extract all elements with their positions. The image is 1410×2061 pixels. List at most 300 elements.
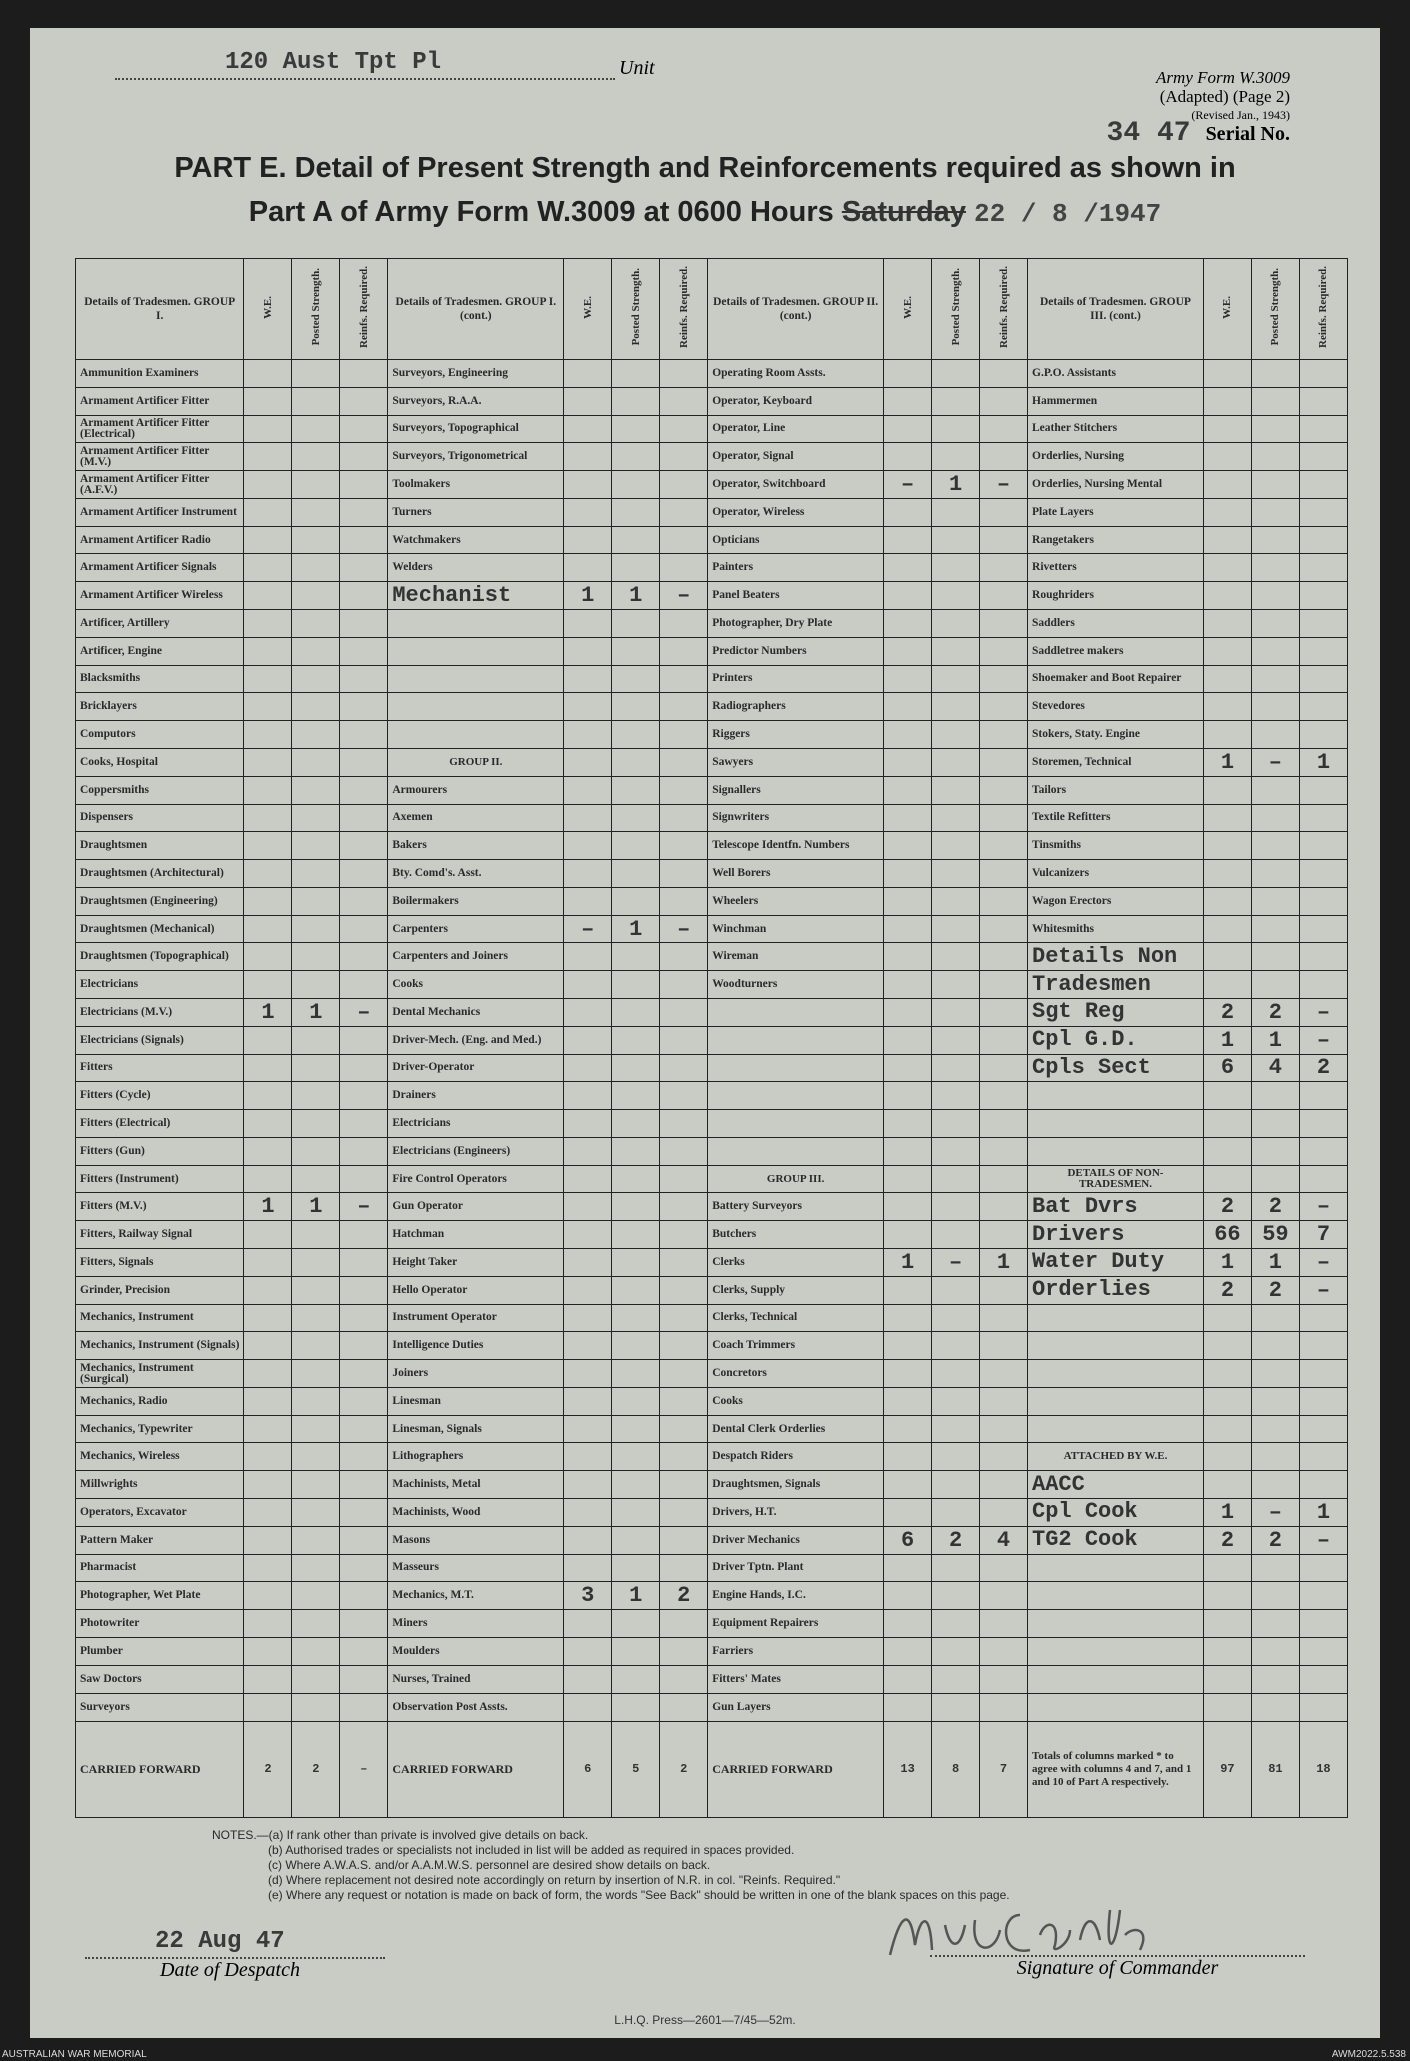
reinfs-cell: [340, 1249, 388, 1277]
posted-cell: [932, 1026, 980, 1054]
reinfs-cell: [340, 1082, 388, 1110]
trade-label: Intelligence Duties: [388, 1332, 564, 1360]
we-cell: [1203, 1110, 1251, 1138]
we-cell: [884, 637, 932, 665]
posted-cell: [292, 554, 340, 582]
posted-cell: 59: [1251, 1221, 1299, 1249]
we-cell: [1203, 1415, 1251, 1443]
reinfs-cell: [1299, 1304, 1347, 1332]
we-cell: [564, 832, 612, 860]
reinfs-cell: [980, 1165, 1028, 1193]
posted-cell: [1251, 554, 1299, 582]
serial-label: Serial No.: [1205, 123, 1290, 145]
posted-cell: [612, 610, 660, 638]
posted-cell: [1251, 1554, 1299, 1582]
we-cell: [1203, 582, 1251, 610]
reinfs-header: Reinfs. Required.: [980, 259, 1028, 360]
posted-cell: 2: [1251, 1276, 1299, 1304]
reinfs-cell: [340, 1026, 388, 1054]
we-cell: 66: [1203, 1221, 1251, 1249]
we-cell: [244, 1526, 292, 1554]
trade-label: Orderlies, Nursing Mental: [1028, 471, 1204, 499]
posted-cell: [292, 1637, 340, 1665]
posted-cell: [932, 1360, 980, 1388]
unit-label: Unit: [619, 57, 655, 79]
trade-label: Drivers: [1028, 1221, 1204, 1249]
posted-cell: [292, 610, 340, 638]
posted-cell: [292, 1471, 340, 1499]
reinfs-cell: [980, 1276, 1028, 1304]
trade-label: Machinists, Metal: [388, 1471, 564, 1499]
posted-cell: [292, 1499, 340, 1527]
we-cell: [564, 1526, 612, 1554]
posted-cell: [1251, 832, 1299, 860]
table-row: [76, 1526, 1348, 1554]
trade-label: Cooks, Hospital: [76, 748, 244, 776]
posted-cell: [292, 582, 340, 610]
table-row: [76, 1387, 1348, 1415]
we-cell: [1203, 1360, 1251, 1388]
reinfs-cell: –: [1299, 1249, 1347, 1277]
trade-label: AACC: [1028, 1471, 1204, 1499]
posted-cell: –: [1251, 1499, 1299, 1527]
posted-cell: [1251, 1110, 1299, 1138]
trade-label: Drivers, H.T.: [708, 1499, 884, 1527]
posted-cell: [1251, 582, 1299, 610]
we-cell: [564, 1387, 612, 1415]
reinfs-cell: [340, 1665, 388, 1693]
posted-cell: 1: [292, 1193, 340, 1221]
posted-cell: [932, 971, 980, 999]
we-cell: [564, 471, 612, 499]
total-posted: 81: [1251, 1722, 1299, 1818]
serial-value: 34 47: [1106, 118, 1191, 149]
trade-label: Armament Artificer Radio: [76, 526, 244, 554]
posted-cell: [932, 1304, 980, 1332]
reinfs-cell: [340, 1054, 388, 1082]
posted-cell: [612, 1276, 660, 1304]
trade-label: [1028, 1387, 1204, 1415]
group3-cont-header: Details of Tradesmen. GROUP III. (cont.): [1028, 259, 1204, 360]
trade-label: Driver Tptn. Plant: [708, 1554, 884, 1582]
trade-label: Electricians (Signals): [76, 1026, 244, 1054]
reinfs-cell: 4: [980, 1526, 1028, 1554]
title-date: 22 / 8 /1947: [974, 199, 1162, 229]
posted-cell: [932, 637, 980, 665]
we-cell: [1203, 526, 1251, 554]
reinfs-cell: [980, 582, 1028, 610]
trade-label: Millwrights: [76, 1471, 244, 1499]
trade-label: Armament Artificer Fitter (M.V.): [76, 443, 244, 471]
posted-cell: [612, 832, 660, 860]
title-prefix: Part A of Army Form W.3009 at 0600 Hours: [248, 196, 834, 228]
carried-forward-row: [76, 1722, 1348, 1818]
we-cell: [884, 1304, 932, 1332]
we-cell: [564, 1471, 612, 1499]
posted-cell: [932, 1610, 980, 1638]
we-cell: [244, 915, 292, 943]
we-cell: [564, 1165, 612, 1193]
reinfs-cell: [1299, 1610, 1347, 1638]
we-cell: [564, 1054, 612, 1082]
posted-cell: [932, 526, 980, 554]
posted-cell: [932, 1165, 980, 1193]
posted-cell: [612, 971, 660, 999]
posted-cell: [1251, 471, 1299, 499]
trade-label: Electricians: [388, 1110, 564, 1138]
totals-note: Totals of columns marked * to agree with columns 4 and 7, and 1 and 10 of Part A respectively.: [1028, 1722, 1204, 1818]
reinfs-cell: [660, 1249, 708, 1277]
trade-label: Welders: [388, 554, 564, 582]
reinfs-cell: [1299, 582, 1347, 610]
posted-cell: [1251, 804, 1299, 832]
reinfs-cell: –: [340, 998, 388, 1026]
we-cell: [244, 1332, 292, 1360]
we-cell: [244, 1249, 292, 1277]
trade-label: Masons: [388, 1526, 564, 1554]
table-row: [76, 610, 1348, 638]
trade-label: TG2 Cook: [1028, 1526, 1204, 1554]
reinfs-cell: [660, 998, 708, 1026]
posted-cell: [612, 1693, 660, 1722]
reinfs-cell: [980, 971, 1028, 999]
reinfs-cell: 2: [660, 1582, 708, 1610]
trade-label: Gun Layers: [708, 1693, 884, 1722]
reinfs-cell: [980, 1026, 1028, 1054]
reinfs-cell: [1299, 415, 1347, 443]
posted-cell: [292, 1415, 340, 1443]
we-cell: [244, 971, 292, 999]
reinfs-cell: [980, 526, 1028, 554]
table-row: [76, 832, 1348, 860]
reinfs-cell: [340, 721, 388, 749]
trade-label: Stokers, Staty. Engine: [1028, 721, 1204, 749]
we-cell: [884, 1387, 932, 1415]
reinfs-cell: [340, 748, 388, 776]
posted-cell: [932, 1054, 980, 1082]
reinfs-cell: [660, 387, 708, 415]
we-cell: [1203, 1582, 1251, 1610]
trade-label: Computors: [76, 721, 244, 749]
posted-cell: –: [932, 1249, 980, 1277]
trade-label: Armament Artificer Signals: [76, 554, 244, 582]
trade-label: ATTACHED BY W.E.: [1028, 1443, 1204, 1471]
trade-label: Mechanics, M.T.: [388, 1582, 564, 1610]
posted-cell: [932, 1110, 980, 1138]
we-cell: [244, 1276, 292, 1304]
we-cell: [1203, 554, 1251, 582]
reinfs-cell: [660, 971, 708, 999]
we-cell: [1203, 1165, 1251, 1193]
posted-cell: [1251, 610, 1299, 638]
cf-g2-posted: 5: [612, 1722, 660, 1818]
trade-label: Painters: [708, 554, 884, 582]
reinfs-cell: [660, 721, 708, 749]
we-cell: [564, 665, 612, 693]
posted-cell: [1251, 443, 1299, 471]
reinfs-header: Reinfs. Required.: [660, 259, 708, 360]
table-row: [76, 1665, 1348, 1693]
we-cell: 1: [1203, 1499, 1251, 1527]
reinfs-cell: [1299, 498, 1347, 526]
we-cell: [564, 610, 612, 638]
we-cell: [1203, 915, 1251, 943]
posted-cell: [932, 415, 980, 443]
we-cell: [1203, 471, 1251, 499]
cf-g2-we: 6: [564, 1722, 612, 1818]
posted-cell: [932, 1693, 980, 1722]
table-row: [76, 1110, 1348, 1138]
posted-cell: [292, 1304, 340, 1332]
trade-label: Operators, Excavator: [76, 1499, 244, 1527]
table-row: [76, 1637, 1348, 1665]
form-ref-line2: (Adapted) (Page 2): [1159, 87, 1290, 106]
posted-cell: 2: [1251, 1193, 1299, 1221]
trade-label: Printers: [708, 665, 884, 693]
posted-cell: [612, 721, 660, 749]
we-cell: [564, 1332, 612, 1360]
we-cell: 2: [1203, 1193, 1251, 1221]
table-row: [76, 943, 1348, 971]
we-cell: –: [564, 915, 612, 943]
we-cell: [244, 1693, 292, 1722]
reinfs-cell: [1299, 971, 1347, 999]
reinfs-cell: [1299, 1582, 1347, 1610]
trade-label: G.P.O. Assistants: [1028, 360, 1204, 388]
title-struck-day: Saturday: [841, 196, 966, 228]
we-cell: [244, 887, 292, 915]
we-cell: [244, 693, 292, 721]
posted-cell: [932, 1276, 980, 1304]
reinfs-cell: –: [340, 1193, 388, 1221]
we-cell: 2: [1203, 1276, 1251, 1304]
posted-cell: [292, 1610, 340, 1638]
trade-label: Photowriter: [76, 1610, 244, 1638]
trade-label: Toolmakers: [388, 471, 564, 499]
we-cell: [244, 1165, 292, 1193]
reinfs-cell: [1299, 860, 1347, 888]
we-cell: [244, 1387, 292, 1415]
form-ref-line3: (Revised Jan., 1943): [1191, 108, 1290, 122]
reinfs-cell: [660, 1665, 708, 1693]
despatch-label: Date of Despatch: [160, 1959, 300, 1981]
despatch-field: [85, 1925, 385, 1982]
cf-g2-reinfs: 2: [660, 1722, 708, 1818]
cf-g3-posted: 8: [932, 1722, 980, 1818]
we-cell: [884, 1276, 932, 1304]
we-cell: [884, 554, 932, 582]
reinfs-cell: [660, 1554, 708, 1582]
trade-label: Artificer, Artillery: [76, 610, 244, 638]
reinfs-cell: [340, 1165, 388, 1193]
reinfs-cell: [340, 887, 388, 915]
we-cell: [564, 1610, 612, 1638]
we-cell: [1203, 1387, 1251, 1415]
reinfs-cell: [660, 1499, 708, 1527]
posted-cell: [932, 582, 980, 610]
reinfs-cell: [1299, 387, 1347, 415]
reinfs-cell: [980, 1110, 1028, 1138]
posted-cell: [612, 693, 660, 721]
table-row: [76, 582, 1348, 610]
reinfs-cell: [980, 887, 1028, 915]
trade-label: [1028, 1360, 1204, 1388]
we-cell: [244, 1415, 292, 1443]
reinfs-cell: [1299, 1165, 1347, 1193]
reinfs-cell: [660, 1443, 708, 1471]
reinfs-cell: [1299, 887, 1347, 915]
posted-cell: [292, 887, 340, 915]
posted-cell: [932, 776, 980, 804]
we-cell: [1203, 1665, 1251, 1693]
trade-label: Cooks: [708, 1387, 884, 1415]
we-cell: [244, 637, 292, 665]
we-cell: [1203, 415, 1251, 443]
reinfs-cell: [1299, 554, 1347, 582]
reinfs-cell: [980, 1193, 1028, 1221]
trade-label: [708, 998, 884, 1026]
we-cell: [1203, 804, 1251, 832]
we-cell: [884, 971, 932, 999]
reinfs-cell: [1299, 721, 1347, 749]
we-cell: [564, 1443, 612, 1471]
we-cell: [244, 610, 292, 638]
reinfs-cell: [660, 776, 708, 804]
group2-cont-header: Details of Tradesmen. GROUP II. (cont.): [708, 259, 884, 360]
trade-label: Vulcanizers: [1028, 860, 1204, 888]
reinfs-cell: –: [980, 471, 1028, 499]
trade-label: Wireman: [708, 943, 884, 971]
trade-label: Mechanics, Instrument (Signals): [76, 1332, 244, 1360]
reinfs-cell: [1299, 360, 1347, 388]
table-row: [76, 471, 1348, 499]
we-cell: [564, 721, 612, 749]
reinfs-cell: [340, 1554, 388, 1582]
we-cell: [1203, 610, 1251, 638]
reinfs-cell: [660, 748, 708, 776]
reinfs-cell: [340, 360, 388, 388]
trade-label: [388, 693, 564, 721]
reinfs-cell: [340, 1526, 388, 1554]
reinfs-cell: [340, 776, 388, 804]
reinfs-cell: [980, 915, 1028, 943]
table-row: [76, 1193, 1348, 1221]
reinfs-cell: [660, 637, 708, 665]
reinfs-cell: [1299, 693, 1347, 721]
table-row: [76, 1332, 1348, 1360]
trade-label: Pharmacist: [76, 1554, 244, 1582]
reinfs-header: Reinfs. Required.: [340, 259, 388, 360]
reinfs-cell: [660, 554, 708, 582]
trade-label: Carpenters and Joiners: [388, 943, 564, 971]
cf-g1-posted: 2: [292, 1722, 340, 1818]
posted-cell: 1: [612, 1582, 660, 1610]
serial-number: [1107, 118, 1290, 149]
posted-cell: [612, 387, 660, 415]
we-cell: [244, 1610, 292, 1638]
reinfs-cell: [340, 610, 388, 638]
posted-cell: [612, 1193, 660, 1221]
we-header: W.E.: [1203, 259, 1251, 360]
we-cell: [244, 1582, 292, 1610]
notes-block: [212, 1828, 1010, 1903]
trade-label: Carpenters: [388, 915, 564, 943]
reinfs-cell: [340, 1610, 388, 1638]
reinfs-cell: [660, 1165, 708, 1193]
posted-cell: [932, 1137, 980, 1165]
trade-label: Water Duty: [1028, 1249, 1204, 1277]
trade-label: Armament Artificer Wireless: [76, 582, 244, 610]
reinfs-cell: [660, 832, 708, 860]
posted-cell: [612, 1110, 660, 1138]
reinfs-cell: [980, 998, 1028, 1026]
posted-cell: [612, 1082, 660, 1110]
table-row: [76, 1165, 1348, 1193]
posted-header: Posted Strength.: [1251, 259, 1299, 360]
trade-label: Armament Artificer Fitter (A.F.V.): [76, 471, 244, 499]
we-cell: [1203, 665, 1251, 693]
we-cell: [564, 1415, 612, 1443]
reinfs-cell: –: [1299, 1526, 1347, 1554]
trade-label: Gun Operator: [388, 1193, 564, 1221]
posted-cell: [612, 804, 660, 832]
reinfs-cell: [340, 1415, 388, 1443]
table-row: [76, 443, 1348, 471]
trade-label: [708, 1082, 884, 1110]
reinfs-cell: [340, 1304, 388, 1332]
trade-label: Draughtsmen (Mechanical): [76, 915, 244, 943]
trade-label: Signwriters: [708, 804, 884, 832]
reinfs-cell: [660, 1054, 708, 1082]
posted-cell: [932, 498, 980, 526]
form-ref-line1: Army Form W.3009: [1156, 68, 1290, 87]
posted-cell: [612, 1637, 660, 1665]
reinfs-cell: [660, 1693, 708, 1722]
posted-cell: [292, 1054, 340, 1082]
posted-cell: [1251, 1137, 1299, 1165]
trade-label: Plumber: [76, 1637, 244, 1665]
trade-label: Wheelers: [708, 887, 884, 915]
we-cell: [1203, 1610, 1251, 1638]
we-cell: [244, 748, 292, 776]
reinfs-cell: [340, 1332, 388, 1360]
table-row: [76, 526, 1348, 554]
posted-cell: [932, 1554, 980, 1582]
reinfs-cell: [1299, 1137, 1347, 1165]
reinfs-cell: [340, 693, 388, 721]
trade-label: Linesman, Signals: [388, 1415, 564, 1443]
posted-cell: [292, 665, 340, 693]
posted-cell: [1251, 360, 1299, 388]
trade-label: Bty. Comd's. Asst.: [388, 860, 564, 888]
table-row: [76, 693, 1348, 721]
reinfs-cell: [660, 1471, 708, 1499]
posted-cell: [1251, 915, 1299, 943]
we-cell: [564, 1693, 612, 1722]
we-cell: [244, 1499, 292, 1527]
posted-cell: [292, 471, 340, 499]
reinfs-cell: [660, 526, 708, 554]
trade-label: [1028, 1693, 1204, 1722]
posted-cell: 1: [612, 915, 660, 943]
reinfs-cell: [980, 387, 1028, 415]
posted-cell: [612, 498, 660, 526]
trade-label: Armourers: [388, 776, 564, 804]
reinfs-cell: [340, 526, 388, 554]
trade-label: Orderlies, Nursing: [1028, 443, 1204, 471]
trade-label: Details Non: [1028, 943, 1204, 971]
trade-label: [388, 637, 564, 665]
